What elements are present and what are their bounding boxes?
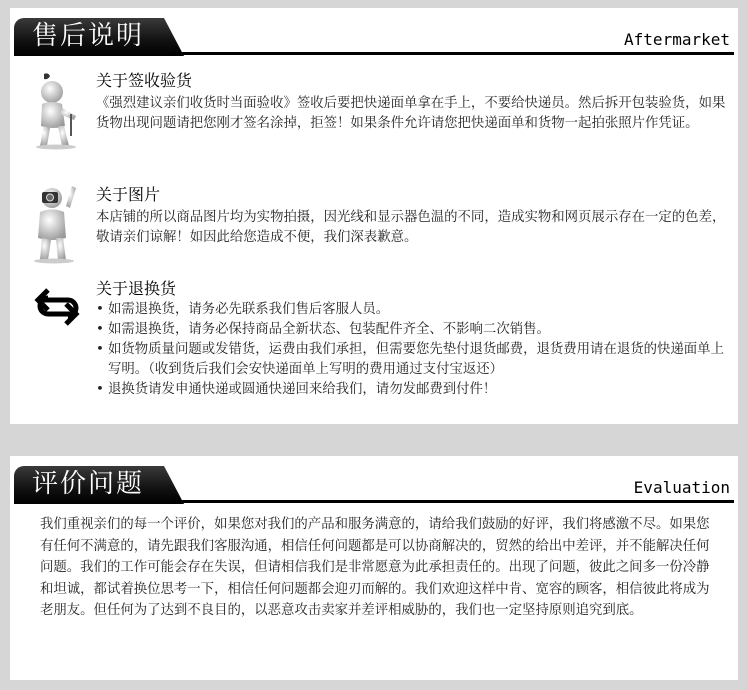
evaluation-panel bbox=[10, 456, 738, 680]
section-inspection bbox=[26, 70, 726, 160]
returns-bullet: • 如需退换货，请务必先联系我们售后客服人员。 bbox=[96, 300, 726, 320]
returns-bullet: • 退换货请发申通快递或圆通快递回来给我们，请勿发邮费到付件！ bbox=[96, 380, 726, 400]
section-images bbox=[26, 184, 726, 274]
header-rule bbox=[174, 52, 734, 55]
aftermarket-header bbox=[14, 14, 734, 58]
aftermarket-title: 售后说明 bbox=[32, 21, 145, 51]
header-rule bbox=[174, 500, 734, 503]
section-returns bbox=[26, 278, 726, 408]
section-images-text: 本店铺的所以商品图片均为实物拍摄，因光线和显示器色温的不同，造成实物和网页展示存在一定的色差，敬请亲们谅解！如因此给您造成不便，我们深表歉意。 bbox=[96, 210, 726, 245]
returns-bullet: • 如货物质量问题或发错货，运费由我们承担，但需要您先垫付退货邮费，退货费用请在退货的快递面单上写明。（收到货后我们会安快递面单上写明的费用通过支付宝返还） bbox=[96, 340, 726, 380]
returns-bullet: • 如需退换货，请务必保持商品全新状态、包装配件齐全、不影响二次销售。 bbox=[96, 320, 726, 340]
person-signing-icon bbox=[32, 70, 86, 150]
aftermarket-panel bbox=[10, 8, 738, 424]
exchange-arrows-icon bbox=[32, 284, 86, 364]
evaluation-header bbox=[14, 462, 734, 506]
evaluation-title: 评价问题 bbox=[32, 469, 145, 499]
evaluation-english-label: Evaluation bbox=[633, 478, 730, 497]
section-inspection-text: 《强烈建议亲们收货时当面验收》签收后要把快递面单拿在手上，不要给快递员。然后拆开包装验货，如果货物出现问题请把您刚才签名涂掉，拒签！如果条件允许请您把快递面单和货物一起拍张照片作凭证。 bbox=[96, 96, 726, 131]
person-camera-icon bbox=[32, 184, 86, 264]
section-images-heading: 关于图片 bbox=[96, 185, 161, 204]
evaluation-text: 我们重视亲们的每一个评价，如果您对我们的产品和服务满意的，请给我们鼓励的好评，我们将感激不尽。如果您有任何不满意的，请先跟我们客服沟通，相信任何问题都是可以协商解决的，贸然的给出中差评，并不能解决任何问题。我们的工作可能会存在失误，但请相信我们是非常愿意为此承担责任的。出现了问题，彼此之间多一份冷静和坦诚，都试着换位思考一下，相信任何问题都会迎刃而解的。我们欢迎这样中肯、宽容的顾客，相信彼此将成为老朋友。但任何为了达到不良目的，以恶意攻击卖家并差评相威胁的，我们也一定坚持原则追究到底。 bbox=[40, 517, 710, 618]
section-returns-heading: 关于退换货 bbox=[96, 279, 177, 298]
aftermarket-english-label: Aftermarket bbox=[624, 30, 730, 49]
section-inspection-heading: 关于签收验货 bbox=[96, 71, 193, 90]
